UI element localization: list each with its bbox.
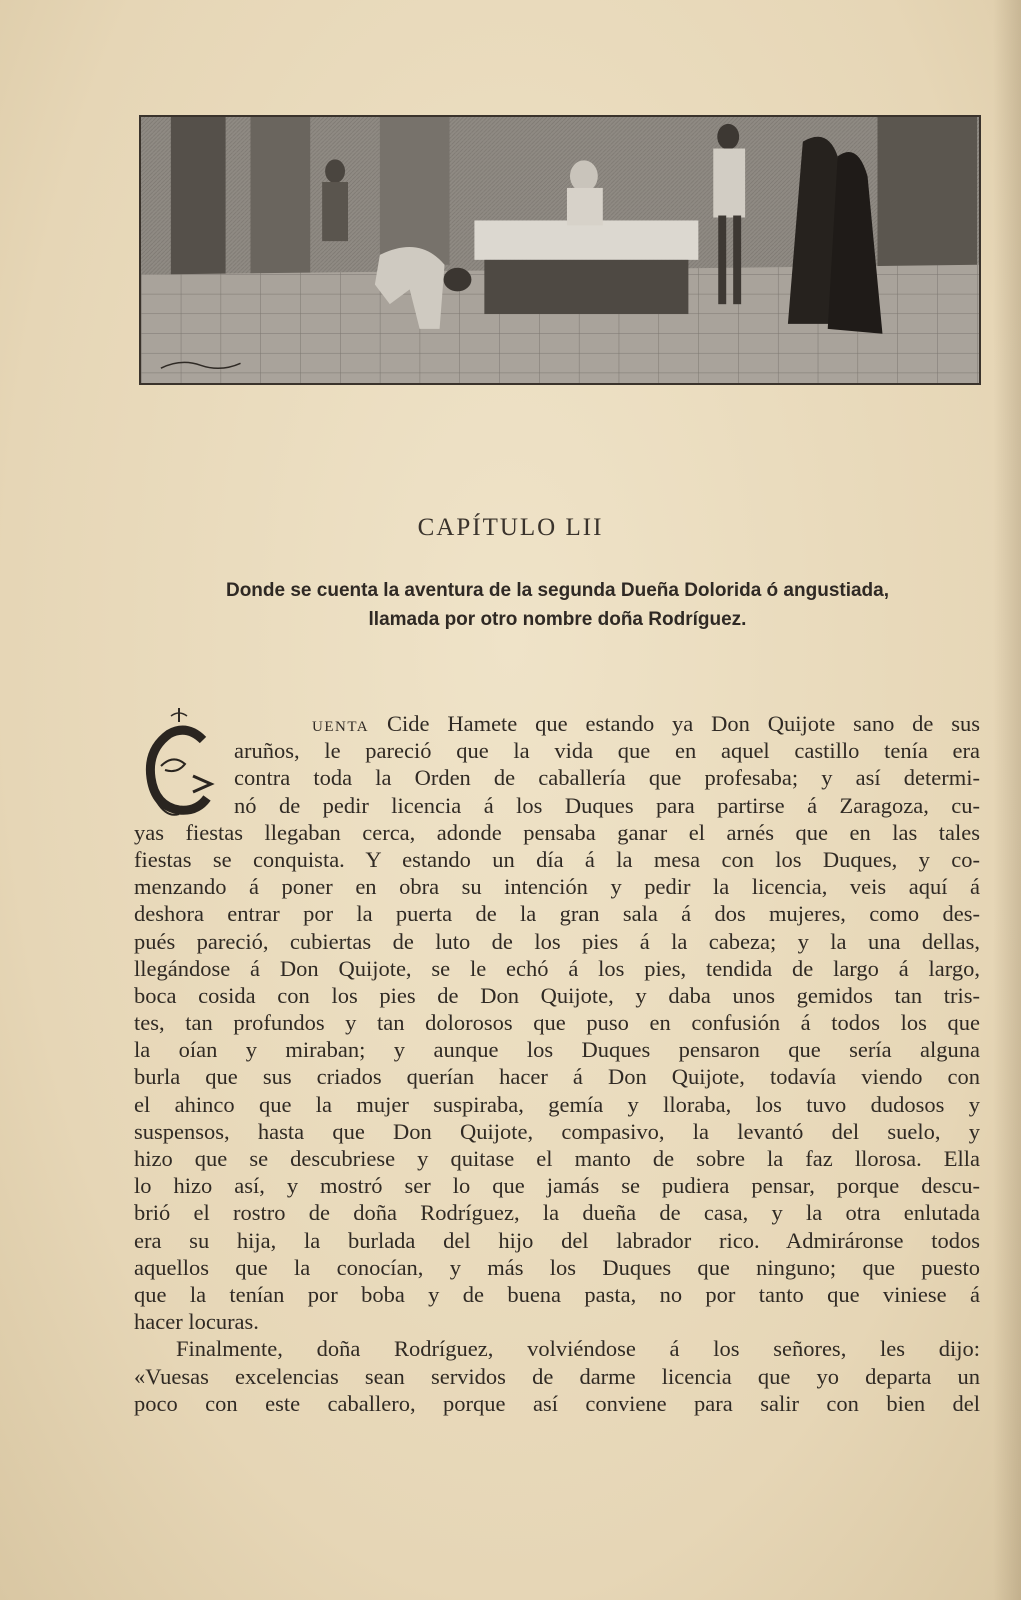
chapter-title: CAPÍTULO LII: [417, 514, 604, 541]
subtitle-line: llamada por otro nombre doña Rodríguez.: [368, 609, 747, 630]
text-line: suspensos, hasta que Don Quijote, compasivo, la levantó del suelo, y: [134, 1118, 980, 1144]
first-word: UENTA: [312, 719, 370, 735]
text-line: «Vuesas excelencias sean servidos de darme licencia que yo departa un: [134, 1363, 980, 1389]
chapter-subtitle: [150, 576, 965, 634]
text-line: poco con este caballero, porque así conviene para salir con bien del: [134, 1390, 980, 1416]
body-paragraph-1: [134, 710, 980, 1417]
text-line: era su hija, la burlada del hijo del labrador rico. Admiráronse todos: [134, 1227, 980, 1253]
subtitle-line: Donde se cuenta la aventura de la segunda Dueña Dolorida ó angustiada,: [225, 580, 890, 601]
page-shadow: [993, 0, 1021, 1600]
text-line: Finalmente, doña Rodríguez, volviéndose á los señores, les dijo:: [176, 1336, 980, 1362]
engraving-illustration: [139, 115, 981, 385]
text-line: el ahinco que la mujer suspiraba, gemía y lloraba, los tuvo dudosos y: [134, 1091, 980, 1117]
text-line: aquellos que la conocían, y más los Duques que ninguno; que puesto: [134, 1254, 980, 1280]
text-line: pués pareció, cubiertas de luto de los pies á la cabeza; y la una dellas,: [134, 928, 980, 954]
text-line: brió el rostro de doña Rodríguez, la dueña de casa, y la otra enlutada: [134, 1200, 980, 1226]
text-line: fiestas se conquista. Y estando un día á la mesa con los Duques, y co-: [134, 846, 980, 872]
text-line: aruños, le pareció que la vida que en aquel castillo tenía era: [234, 738, 980, 764]
hall-scene-image: [141, 117, 979, 383]
text-line: que la tenían por boba y de buena pasta, no por tanto que viniese á: [134, 1281, 980, 1307]
text-line: llegándose á Don Quijote, se le echó á los pies, tendida de largo á largo,: [134, 955, 980, 981]
text-line: UENTA Cide Hamete que estando ya Don Quijote sano de sus: [312, 711, 981, 736]
text-line: burla que sus criados querían hacer á Don Quijote, todavía viendo con: [134, 1064, 980, 1090]
text-line: contra toda la Orden de caballería que profesaba; y así determi-: [234, 765, 980, 791]
text-line: boca cosida con los pies de Don Quijote, y daba unos gemidos tan tris-: [134, 982, 980, 1008]
text-line: hacer locuras.: [134, 1309, 259, 1335]
text-line: la oían y miraban; y aunque los Duques pensaron que sería alguna: [134, 1037, 980, 1063]
text-line: lo hizo así, y mostró ser lo que jamás se pudiera pensar, porque descu-: [134, 1173, 980, 1199]
text-line: hizo que se descubriese y quitase el manto de sobre la faz llorosa. Ella: [134, 1146, 980, 1171]
text-line: menzando á poner en obra su intención y pedir la licencia, veis aquí á: [134, 874, 980, 900]
text-line: tes, tan profundos y tan dolorosos que puso en confusión á todos los que: [134, 1010, 980, 1036]
text-line: deshora entrar por la puerta de la gran sala á dos mujeres, como des-: [134, 901, 980, 927]
text-line: yas fiestas llegaban cerca, adonde pensaba ganar el arnés que en las tales: [134, 819, 980, 845]
text-line: nó de pedir licencia á los Duques para partirse á Zaragoza, cu-: [234, 792, 980, 818]
